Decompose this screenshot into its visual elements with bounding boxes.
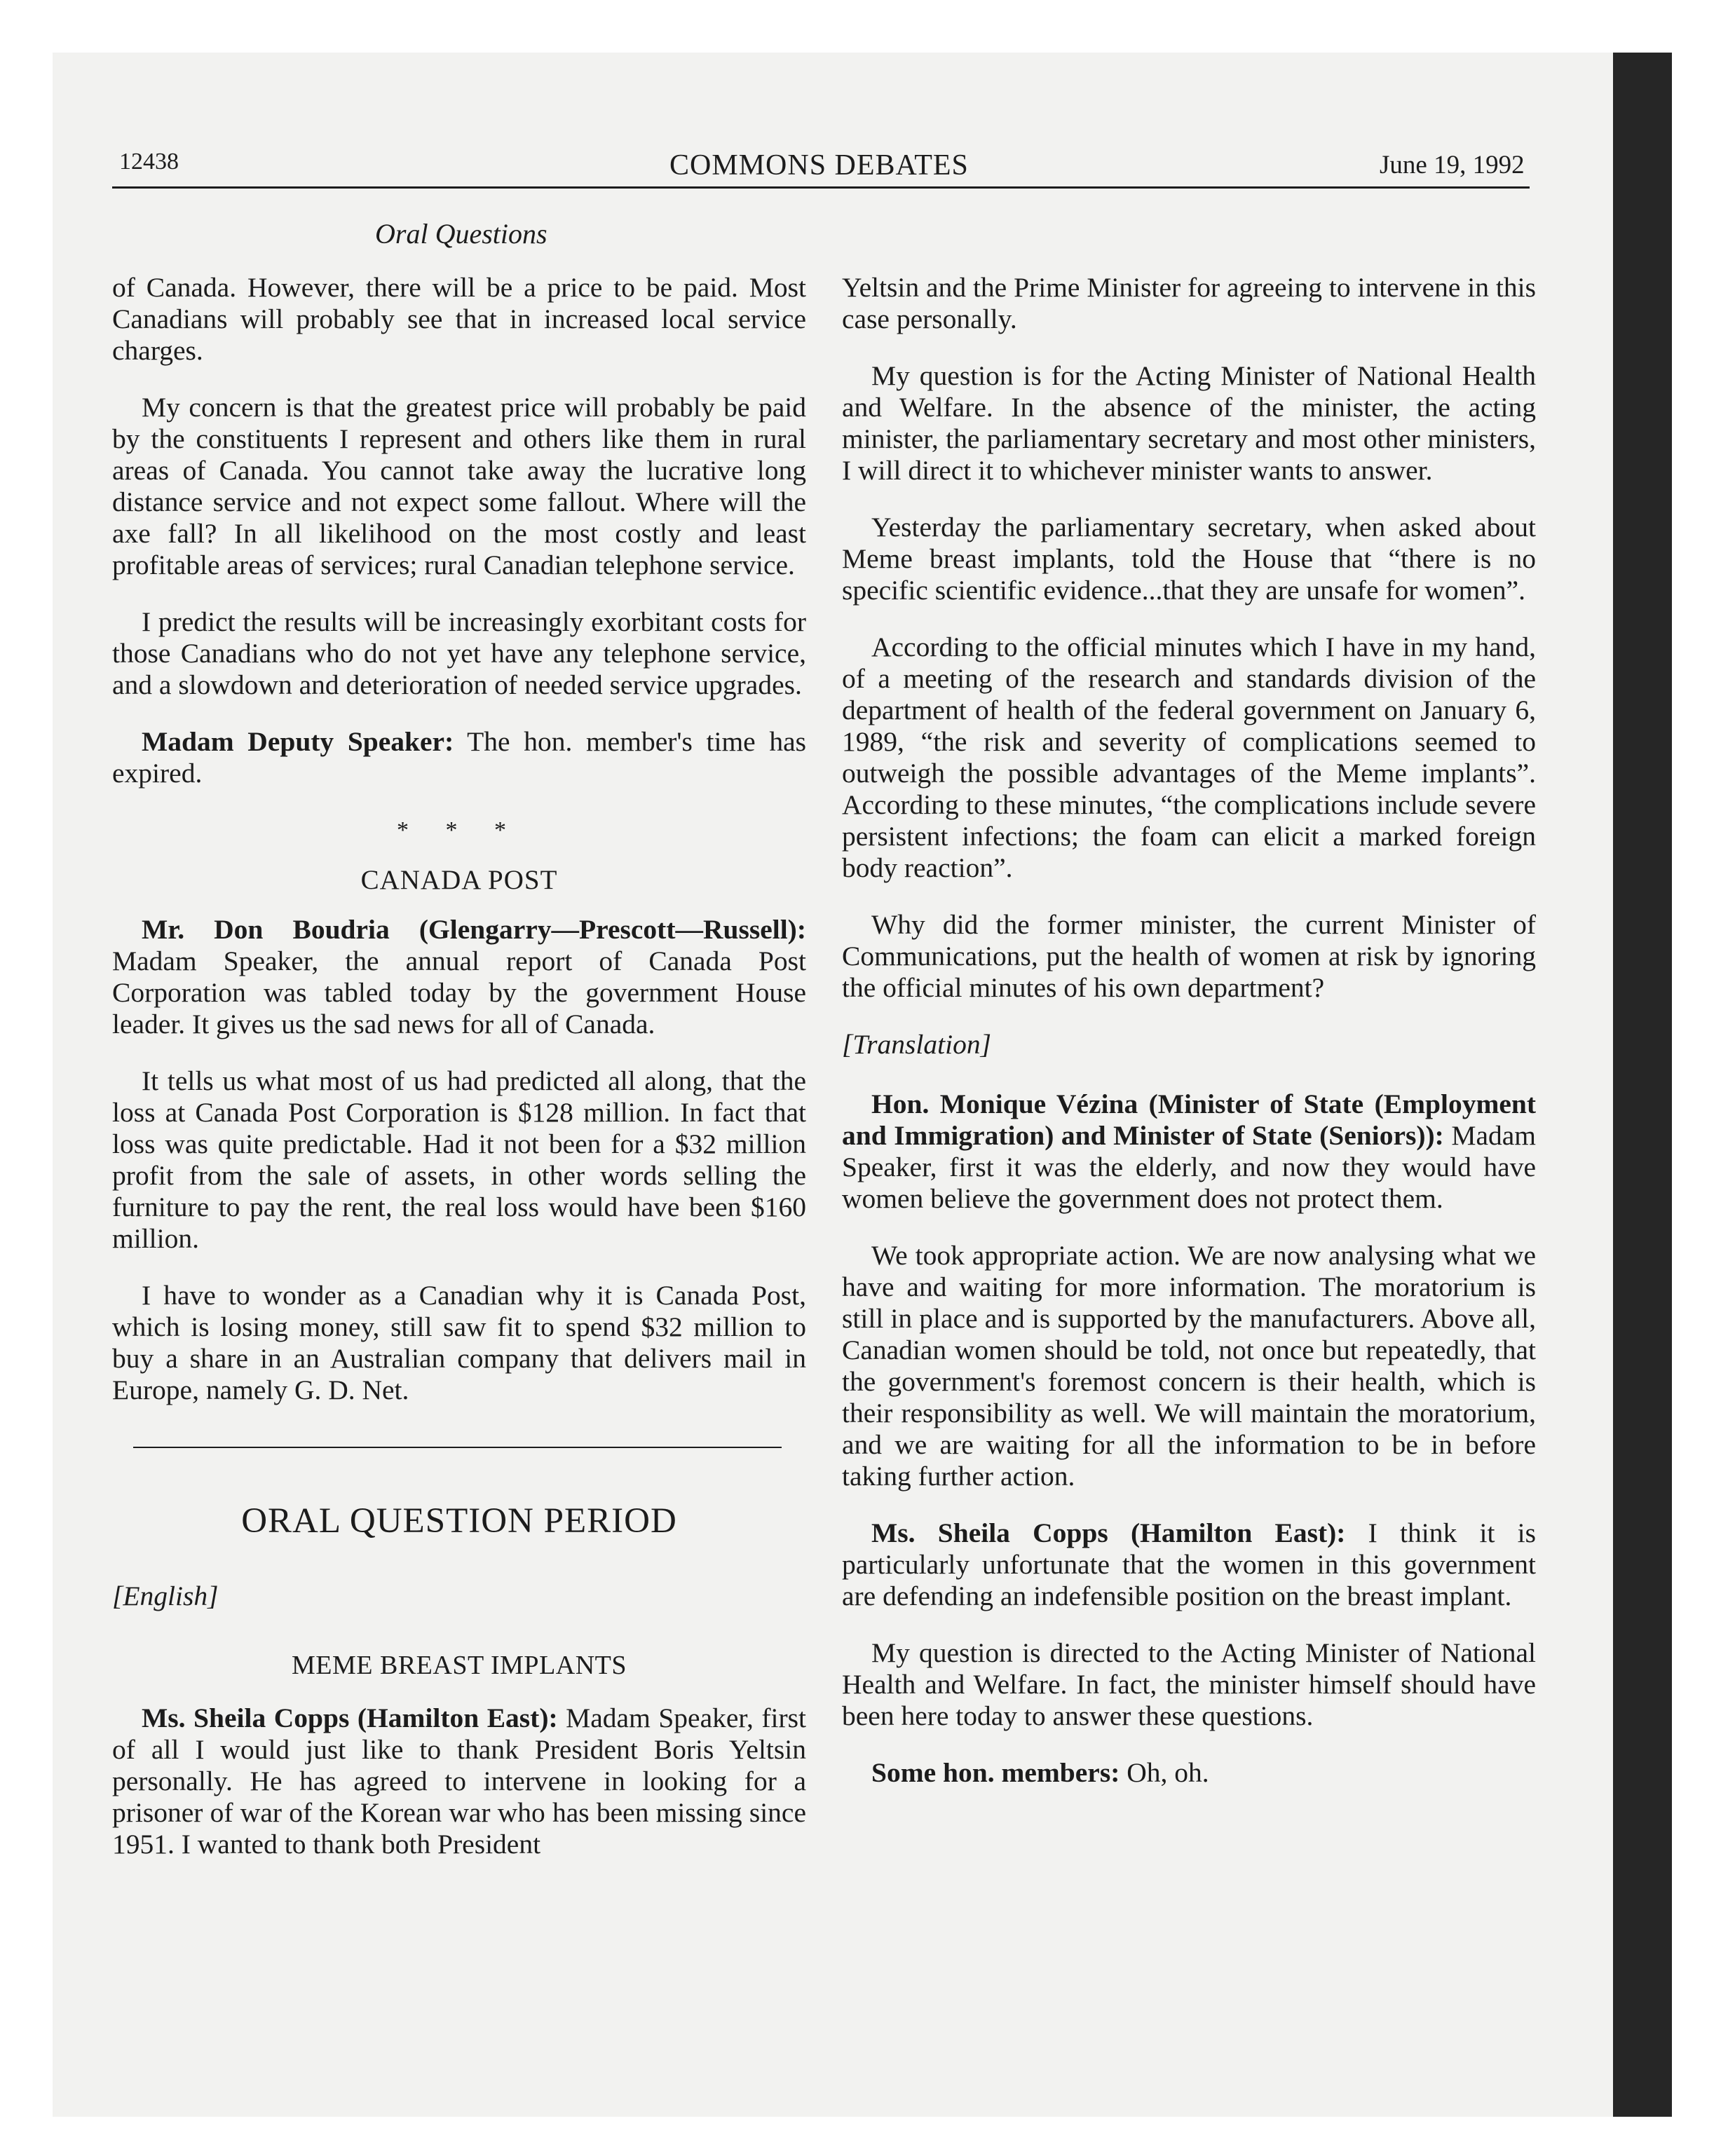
- right-column: [842, 272, 1536, 1814]
- paragraph: My question is for the Acting Minister of National Health and Welfare. In the absence of the minister, the acting minister, the parliamentary secretary and most other ministers, I will direct it to whichever minister wants to answer.: [842, 360, 1536, 486]
- publication-date: June 19, 1992: [1380, 151, 1525, 179]
- section-separator: * * *: [397, 817, 522, 843]
- paragraph: According to the official minutes which I have in my hand, of a meeting of the research and standards division of the department of health of the federal government on January 6, 1989, “the risk and severity of complications seemed to outweigh the possible advantages of the Meme implants”. According to these minutes, “the complications include severe persistent infections; the foam can elicit a marked foreign body reaction”.: [842, 632, 1536, 883]
- language-tag: [English]: [112, 1581, 219, 1611]
- paragraph: We took appropriate action. We are now analysing what we have and waiting for more information. The moratorium is still in place and is supported by the manufacturers. Above all, Canadian women should be told, not once but repeatedly, that the government's foremost concern is their health, which is their responsibility as well. We will maintain the moratorium, and we are waiting for all the information to be in before taking further action.: [842, 1240, 1536, 1492]
- speaker-name: Ms. Sheila Copps (Hamilton East):: [871, 1517, 1346, 1548]
- paragraph: Yeltsin and the Prime Minister for agreeing to intervene in this case personally.: [842, 272, 1536, 334]
- speaker-name: Madam Deputy Speaker:: [142, 726, 454, 757]
- item-heading: MEME BREAST IMPLANTS: [291, 1651, 627, 1680]
- paragraph: Yesterday the parliamentary secretary, when asked about Meme breast implants, told the House that “there is no specific scientific evidence...that they are unsafe for women”.: [842, 512, 1536, 606]
- speech-text: Madam Speaker, the annual report of Canada Post Corporation was tabled today by the government House leader. It gives us the sad news for all of Canada.: [112, 946, 806, 1039]
- speaker-name: Ms. Sheila Copps (Hamilton East):: [142, 1703, 558, 1733]
- speaker-name: Mr. Don Boudria (Glengarry—Prescott—Russell):: [142, 914, 806, 945]
- paragraph: I have to wonder as a Canadian why it is Canada Post, which is losing money, still saw fit to spend $32 million to buy a share in an Australian company that delivers mail in Europe, namely G. D. Net.: [112, 1280, 806, 1405]
- speech-paragraph: [112, 726, 806, 789]
- speaker-name: Some hon. members:: [871, 1757, 1120, 1788]
- speech-text: Madam Speaker, first of all I would just like to thank President Boris Yeltsin personally. He has agreed to intervene in looking for a prisoner of war of the Korean war who has been missing since 1951. I wanted to thank both President: [112, 1703, 806, 1860]
- paragraph: Why did the former minister, the current Minister of Communications, put the health of women at risk by ignoring the official minutes of his own department?: [842, 909, 1536, 1003]
- left-column: [112, 272, 806, 1885]
- speech-paragraph: [842, 1757, 1536, 1789]
- header-rule: [112, 186, 1530, 189]
- speech-text: The hon. member's time has expired.: [112, 726, 806, 789]
- speech-paragraph: [842, 1089, 1536, 1215]
- speech-paragraph: [842, 1517, 1536, 1612]
- speech-paragraph: [112, 1703, 806, 1860]
- paragraph: My question is directed to the Acting Minister of National Health and Welfare. In fact, the minister himself should have been here today to answer these questions.: [842, 1637, 1536, 1731]
- paragraph: It tells us what most of us had predicted all along, that the loss at Canada Post Corporation is $128 million. In fact that loss was quite predictable. Had it not been for a $32 million profit from the sale of assets, in other words selling the furniture to pay the rent, the real loss would have been $160 million.: [112, 1065, 806, 1254]
- speech-text: Madam Speaker, first it was the elderly, and now they would have women believe the government does not protect them.: [842, 1120, 1536, 1214]
- speech-paragraph: [112, 914, 806, 1040]
- section-title: ORAL QUESTION PERIOD: [241, 1501, 677, 1541]
- speaker-name: Hon. Monique Vézina (Minister of State (Employment and Immigration) and Minister of State (Seniors)):: [842, 1089, 1536, 1151]
- speech-text: Oh, oh.: [1120, 1757, 1209, 1788]
- item-heading: CANADA POST: [360, 865, 558, 895]
- page-number: 12438: [119, 149, 179, 175]
- publication-title: COMMONS DEBATES: [669, 149, 969, 182]
- paragraph: of Canada. However, there will be a price to be paid. Most Canadians will probably see that in increased local service charges.: [112, 272, 806, 366]
- language-tag: [Translation]: [842, 1029, 991, 1060]
- scan-edge-shadow: [1613, 53, 1672, 2117]
- paragraph: My concern is that the greatest price will probably be paid by the constituents I represent and others like them in rural areas of Canada. You cannot take away the lucrative long distance service and not expect some fallout. Where will the axe fall? In all likelihood on the most costly and least profitable areas of services; rural Canadian telephone service.: [112, 392, 806, 580]
- section-rule: [133, 1447, 782, 1448]
- speech-text: I think it is particularly unfortunate that the women in this government are defending an indefensible position on the breast implant.: [842, 1517, 1536, 1611]
- paragraph: I predict the results will be increasingly exorbitant costs for those Canadians who do not yet have any telephone service, and a slowdown and deterioration of needed service upgrades.: [112, 606, 806, 700]
- running-head: Oral Questions: [375, 218, 547, 250]
